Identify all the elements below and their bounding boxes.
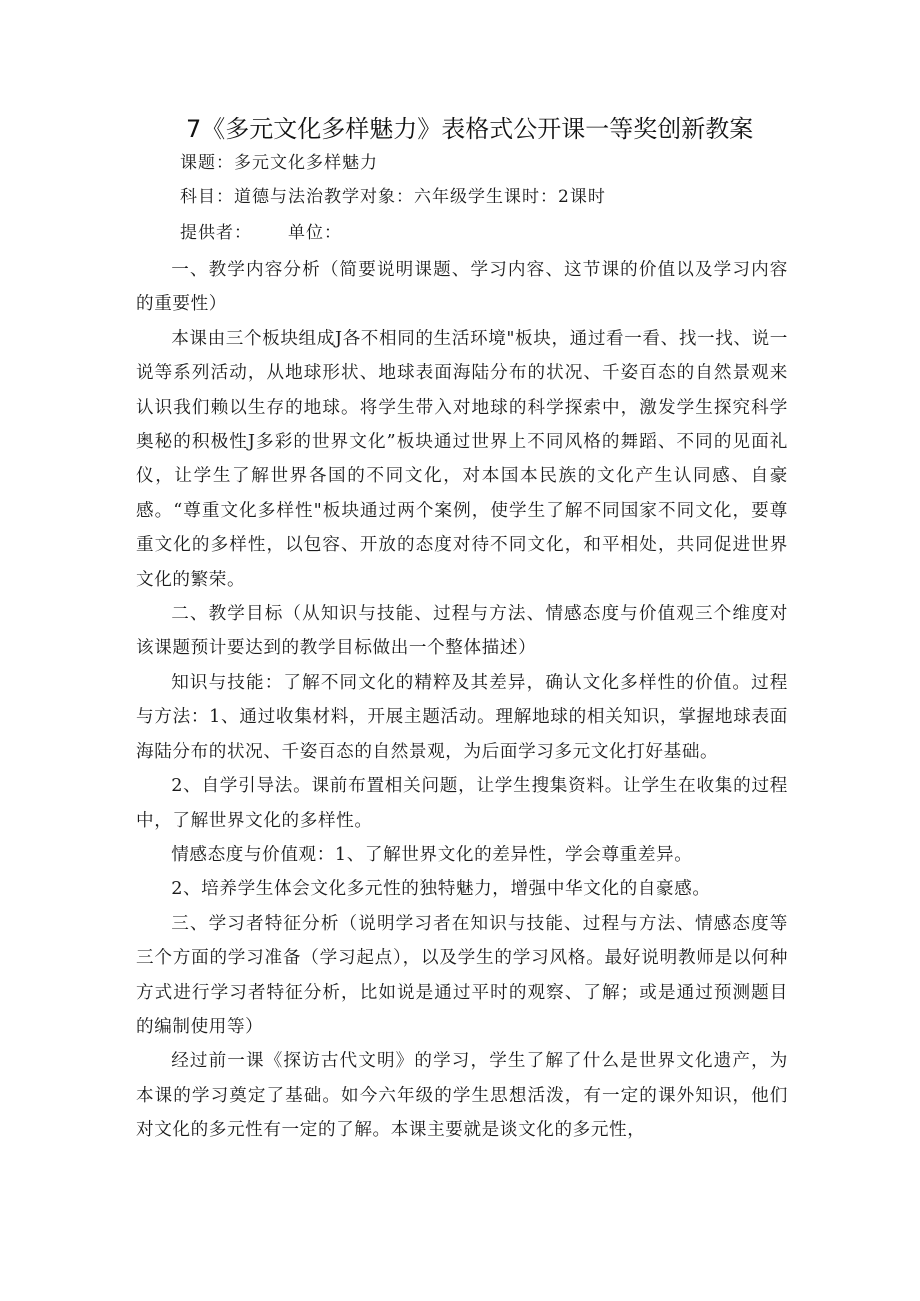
document-title: 7《多元文化多样魅力》表格式公开课一等奖创新教案 [186, 115, 754, 143]
document-body [136, 253, 788, 1148]
paragraph-cultural-pride: 2、培养学生体会文化多元性的独特魅力，增强中华文化的自豪感。 [171, 879, 711, 900]
section-heading-content-analysis: 一、教学内容分析（简要说明课题、学习内容、这节课的价值以及学习内容的重要性） [136, 260, 788, 315]
provider-line [180, 220, 342, 246]
lesson-subject-line: 科目：道德与法治教学对象：六年级学生课时：2课时 [180, 187, 606, 207]
paragraph-learner-analysis: 经过前一课《探访古代文明》的学习，学生了解了什么是世界文化遗产，为本课的学习奠定了基础。如今六年级的学生思想活泼，有一定的课外知识，他们对文化的多元性有一定的了解。本课主要就是谈文化的多元性， [136, 1051, 788, 1141]
unit-label: 单位： [288, 223, 342, 243]
paragraph-content-analysis: 本课由三个板块组成J各不相同的生活环境"板块，通过看一看、找一找、说一说等系列活动，从地球形状、地球表面海陆分布的状况、千姿百态的自然景观来认识我们赖以生存的地球。将学生带入对地球的科学探索中，激发学生探究科学奥秘的积极性J多彩的世界文化”板块通过世界上不同风格的舞蹈、不同的见面礼仪，让学生了解世界各国的不同文化，对本国本民族的文化产生认同感、自豪感。“尊重文化多样性"板块通过两个案例，使学生了解不同国家不同文化，要尊重文化的多样性，以包容、开放的态度对待不同文化，和平相处，共同促进世界文化的繁荣。 [136, 328, 788, 590]
section-heading-teaching-goals: 二、教学目标（从知识与技能、过程与方法、情感态度与价值观三个维度对该课题预计要达到的教学目标做出一个整体描述） [136, 604, 788, 659]
paragraph-knowledge-skills: 知识与技能：了解不同文化的精粹及其差异，确认文化多样性的价值。过程与方法：1、通过收集材料，开展主题活动。理解地球的相关知识，掌握地球表面海陆分布的状况、千姿百态的自然景观，为后面学习多元文化打好基础。 [136, 672, 788, 762]
paragraph-attitude-values: 情感态度与价值观：1、了解世界文化的差异性，学会尊重差异。 [171, 844, 693, 865]
lesson-topic: 课题：多元文化多样魅力 [180, 153, 378, 173]
section-heading-learner-analysis: 三、学习者特征分析（说明学习者在知识与技能、过程与方法、情感态度等三个方面的学习准备（学习起点），以及学生的学习风格。最好说明教师是以何种方式进行学习者特征分析，比如说是通过平时的观察、了解；或是通过预测题目的编制使用等） [136, 913, 788, 1037]
provider-label: 提供者： [180, 223, 252, 243]
paragraph-self-study-method: 2、自学引导法。课前布置相关问题，让学生搜集资料。让学生在收集的过程中，了解世界文化的多样性。 [136, 776, 788, 831]
